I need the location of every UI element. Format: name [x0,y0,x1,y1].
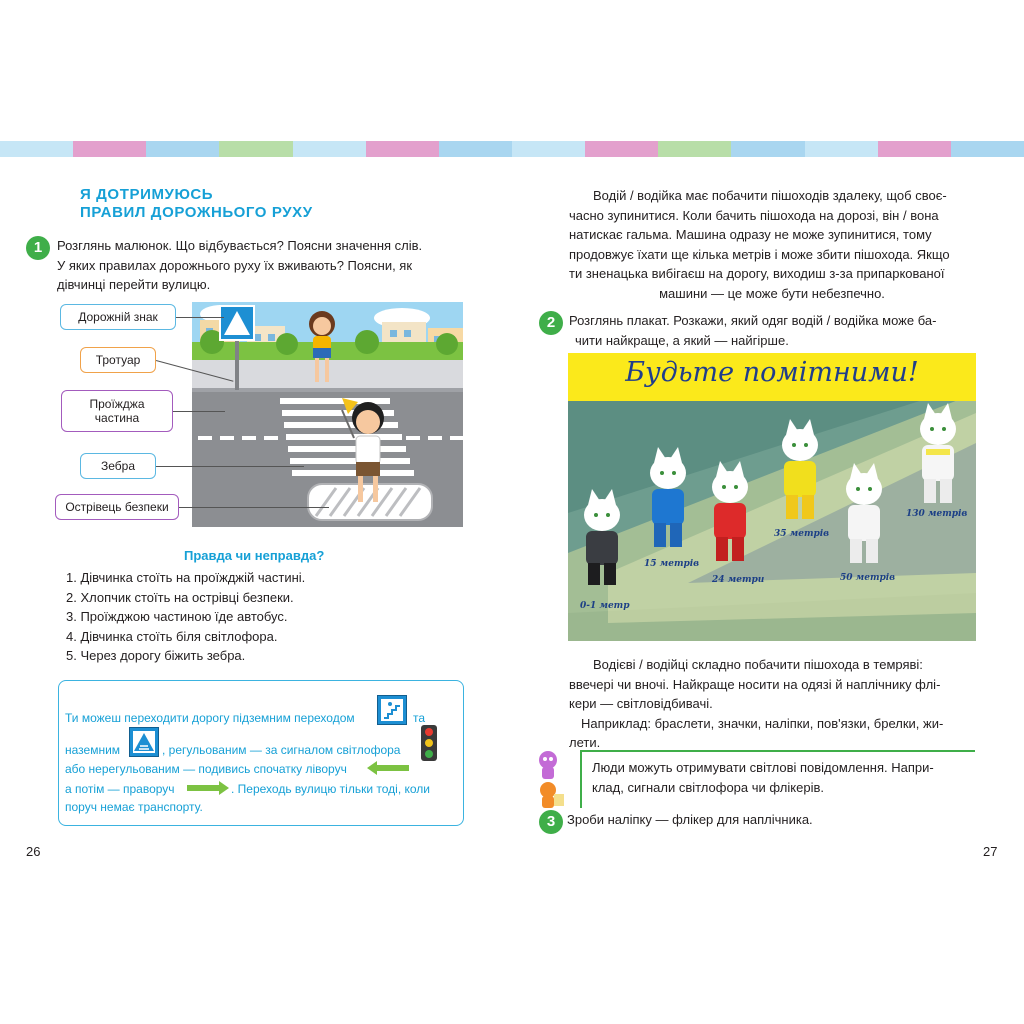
connector-line [179,507,329,508]
cartoon-characters-icon [532,748,566,812]
info-text: а потім — праворуч [65,782,175,796]
distance-label: 15 метрів [644,559,700,569]
label-sidewalk: Тротуар [80,347,156,373]
list-item: 5. Через дорогу біжить зебра. [66,648,246,664]
poster-title: Будьте помітними! [625,357,919,388]
distance-label: 130 метрів [906,509,968,519]
label-roadway-line: Проїжджа [89,397,145,411]
label-roadway [61,390,173,432]
task-3-text: Зроби наліпку — флікер для наплічника. [567,812,813,827]
page-number-right: 27 [983,844,998,859]
note-line: клад, сигнали світлофора чи флікерів. [592,779,824,795]
task-1-line: Розглянь малюнок. Що відбувається? Поясни значення слів. [57,238,423,253]
label-zebra: Зебра [80,453,156,479]
info-text: поруч немає транспорту. [65,800,203,814]
paragraph-reflectors [569,655,975,753]
lesson-title [80,186,313,222]
stripe-segment [293,141,366,157]
paragraph-line: Наприклад: браслети, значки, наліпки, пов'язки, брелки, жи- [581,715,944,731]
stripe-segment [0,141,73,157]
crossing-rules-box [58,680,464,826]
list-item: 3. Проїжджою частиною їде автобус. [66,609,288,625]
list-item: 1. Дівчинка стоїть на проїжджій частині. [66,570,306,585]
stripe-segment [951,141,1024,157]
stripe-segment [439,141,512,157]
paragraph-line: продовжує їхати ще кілька метрів і може збити пішохода. Якщо [569,246,950,262]
label-road-sign: Дорожній знак [60,304,176,330]
traffic-light-icon [417,725,441,761]
page-number-left: 26 [26,844,41,859]
task-1-number: 1 [26,236,50,260]
stripe-segment [731,141,804,157]
paragraph-line: ти зненацька вибігаєш на дорогу, виходиш з-за припаркованої [569,266,945,281]
list-item: 2. Хлопчик стоїть на острівці безпеки. [66,589,294,605]
stripe-segment [219,141,292,157]
info-text: , регульованим — за сигналом світлофора [162,743,401,757]
task-2-line: чити найкраще, а який — найгірше. [575,332,789,348]
info-text: наземним [65,743,121,757]
top-color-stripe [0,141,1024,157]
info-text: та [413,711,426,725]
true-false-list [66,568,305,666]
connector-line [156,466,304,467]
stripe-segment [585,141,658,157]
visibility-poster [568,353,976,641]
task-1-line: У яких правилах дорожнього руху їх вживають? Поясни, як [57,257,413,273]
lesson-title-line-1: Я ДОТРИМУЮСЬ [80,186,214,203]
stripe-segment [73,141,146,157]
distance-label: 0-1 метр [580,601,630,611]
paragraph-line: ввечері чи вночі. Найкраще носити на одязі й наплічнику флі- [569,676,941,692]
note-text [592,758,975,797]
stripe-segment [366,141,439,157]
distance-label: 35 метрів [774,529,830,539]
list-item: 4. Дівчинка стоїть біля світлофора. [66,628,278,644]
arrow-right-icon [187,781,229,795]
label-roadway-line: частина [94,411,140,425]
paragraph-line: лети. [569,735,601,750]
info-text: Ти можеш переходити дорогу підземним переходом [65,711,355,725]
lesson-title-line-2: ПРАВИЛ ДОРОЖНЬОГО РУХУ [80,204,313,221]
info-text: або нерегульованим — подивись спочатку ліворуч [65,762,347,776]
stripe-segment [805,141,878,157]
paragraph-line: машини — це може бути небезпечно. [659,285,885,301]
connector-line [176,317,224,318]
task-2-number: 2 [539,311,563,335]
stripe-segment [146,141,219,157]
underpass-sign-icon [377,695,407,725]
label-safety-island: Острівець безпеки [55,494,179,520]
distance-label: 24 метри [712,575,765,585]
task-2-line: Розглянь плакат. Розкажи, який одяг водій / водійка може ба- [569,313,937,328]
info-text: . Переходь вулицю тільки тоді, коли [231,782,430,796]
task-2-text [569,311,975,350]
stripe-segment [658,141,731,157]
note-line: Люди можуть отримувати світлові повідомлення. Напри- [592,760,934,775]
arrow-left-icon [367,761,409,775]
paragraph-line: Водій / водійка має побачити пішоходів здалеку, щоб своє- [593,188,947,203]
paragraph-line: натискає гальма. Машина одразу не може зупинитися, тому [569,227,932,242]
task-1-line: дівчинці перейти вулицю. [57,277,211,292]
connector-line [173,411,225,412]
stripe-segment [512,141,585,157]
crosswalk-sign-icon [129,727,159,757]
stripe-segment [878,141,951,157]
true-false-title: Правда чи неправда? [184,548,325,563]
paragraph-driver [569,186,975,303]
paragraph-line: часно зупинитися. Коли бачить пішохода на дорозі, він / вона [569,207,939,223]
distance-label: 50 метрів [840,573,896,583]
paragraph-line: кери — світловідбивачі. [569,696,713,711]
paragraph-line: Водієві / водійці складно побачити пішохода в темряві: [593,657,923,672]
task-3-number: 3 [539,810,563,834]
task-1-text [57,236,465,295]
street-crossing-illustration [192,302,463,527]
